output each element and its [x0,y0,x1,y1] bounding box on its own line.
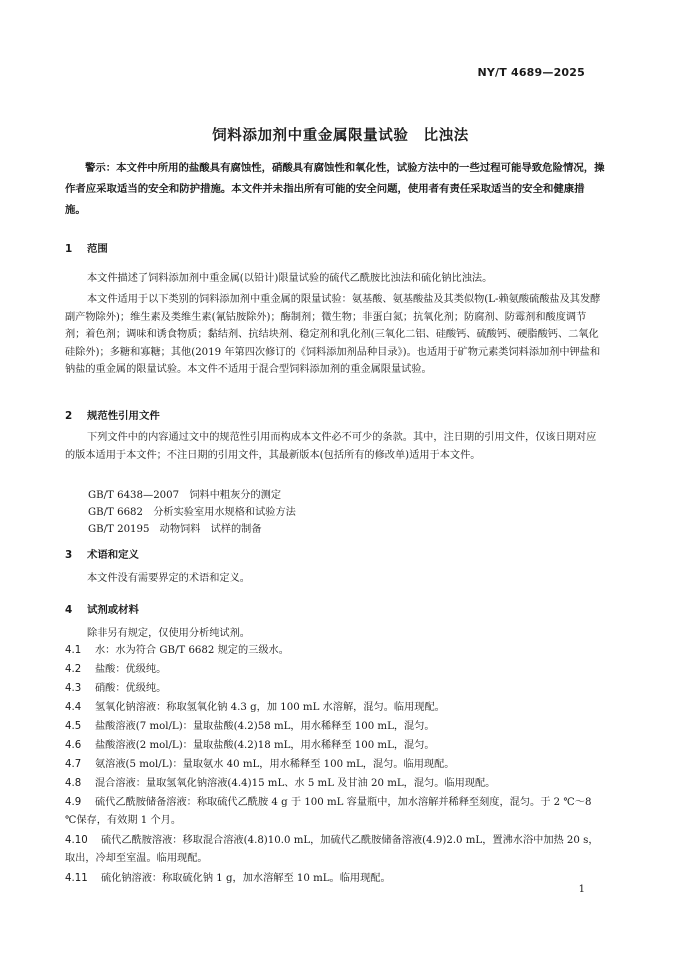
warning-paragraph: 警示：本文件中所用的盐酸具有腐蚀性，硝酸具有腐蚀性和氧化性，试验方法中的一些过程可能导致危险情况，操作者应采取适当的安全和防护措施。本文件并未指出所有可能的安全问题，使用者有责任采取适当的安全和健康措施。 [65,162,605,216]
reference-item: GB/T 20195 动物饲料 试样的制备 [88,524,262,535]
item-text: 硫代乙酰胺储备溶液：称取硫代乙酰胺 4 g 于 100 mL 容量瓶中，加水溶解并稀释至刻度，混匀。于 2 ℃～8 ℃保存，有效期 1 个月。 [65,797,592,826]
reagent-item [65,642,605,660]
item-number: 4.1 [65,645,82,656]
item-number: 4.3 [65,683,82,694]
item-text: 氢氧化钠溶液：称取氢氧化钠 4.3 g，加 100 mL 水溶解，混匀。临用现配。 [95,702,445,713]
item-number: 4.4 [65,702,82,713]
item-text: 盐酸溶液(2 mol/L)：量取盐酸(4.2)18 mL，用水稀释至 100 mL，混匀。 [95,740,435,751]
item-number: 4.6 [65,740,82,751]
reagent-item [65,756,605,774]
section-title: 术语和定义 [87,549,139,561]
reagent-item [65,718,605,736]
section-2-heading [65,407,160,422]
reagent-item [65,832,605,867]
item-number: 4.5 [65,721,82,732]
section-title: 规范性引用文件 [87,410,160,422]
section-1-heading [65,240,108,255]
document-title: 饲料添加剂中重金属限量试验 比浊法 [212,128,469,144]
reagent-item [65,870,605,888]
reagent-item [65,661,605,679]
reagent-item [65,699,605,717]
scope-paragraph-2: 本文件适用于以下类别的饲料添加剂中重金属的限量试验：氨基酸、氨基酸盐及其类似物(L-赖氨酸硫酸盐及其发酵副产物除外)；维生素及类维生素(氰钴胺除外)；酶制剂；微生物；非蛋白氮；抗氧化剂；防腐剂、防霉剂和酸度调节剂；着色剂；调味和诱食物质；黏结剂、抗结块剂、稳定剂和乳化剂(三氧化二铝、硅酸钙、硫酸钙、硬脂酸钙、二氧化硅除外)；多糖和寡糖；其他(2019 年第四次修订的《饲料添加剂品种目录》)。也适用于矿物元素类饲料添加剂中钾盐和钠盐的重金属的限量试验。本文件不适用于混合型饲料添加剂的重金属限量试验。 [65,294,601,375]
item-text: 硫代乙酰胺溶液：移取混合溶液(4.8)10.0 mL，加硫代乙酰胺储备溶液(4.9)2.0 mL，置沸水浴中加热 20 s，取出，冷却至室温。临用现配。 [65,835,599,864]
references-paragraph: 下列文件中的内容通过文中的规范性引用而构成本文件必不可少的条款。其中，注日期的引用文件，仅该日期对应的版本适用于本文件；不注日期的引用文件，其最新版本(包括所有的修改单)适用于本文件。 [65,432,597,461]
reference-item: GB/T 6682 分析实验室用水规格和试验方法 [88,507,296,518]
item-text: 氨溶液(5 mol/L)：量取氨水 40 mL，用水稀释至 100 mL，混匀。临用现配。 [95,759,455,770]
section-3-heading [65,546,139,561]
item-text: 盐酸：优级纯。 [95,664,167,675]
item-number: 4.9 [65,797,82,808]
section-title: 试剂或材料 [87,604,139,616]
item-number: 4.10 [65,835,88,846]
reagent-item [65,737,605,755]
reagent-item [65,794,605,829]
section-number: 1 [65,243,73,255]
reagent-item [65,775,605,793]
item-text: 水：水为符合 GB/T 6682 规定的三级水。 [95,645,289,656]
terms-paragraph: 本文件没有需要界定的术语和定义。 [87,573,250,584]
reagent-item [65,680,605,698]
item-text: 盐酸溶液(7 mol/L)：量取盐酸(4.2)58 mL，用水稀释至 100 mL，混匀。 [95,721,435,732]
reference-item: GB/T 6438—2007 饲料中粗灰分的测定 [88,490,282,501]
section-title: 范围 [87,243,108,255]
page-number: 1 [578,884,585,895]
section-number: 2 [65,410,73,422]
item-number: 4.11 [65,873,88,884]
section-number: 3 [65,549,73,561]
item-text: 混合溶液：量取氢氧化钠溶液(4.4)15 mL、水 5 mL 及甘油 20 mL，混匀。临用现配。 [95,778,496,789]
section-4-heading [65,601,139,616]
reagents-intro: 除非另有规定，仅使用分析纯试剂。 [87,628,250,639]
item-text: 硝酸：优级纯。 [95,683,167,694]
section-number: 4 [65,604,73,616]
standard-number: NY/T 4689—2025 [477,66,585,79]
item-number: 4.2 [65,664,82,675]
item-text: 硫化钠溶液：称取硫化钠 1 g，加水溶解至 10 mL。临用现配。 [101,873,391,884]
item-number: 4.7 [65,759,82,770]
item-number: 4.8 [65,778,82,789]
scope-paragraph-1: 本文件描述了饲料添加剂中重金属(以铅计)限量试验的硫代乙酰胺比浊法和硫化钠比浊法。 [87,273,493,284]
